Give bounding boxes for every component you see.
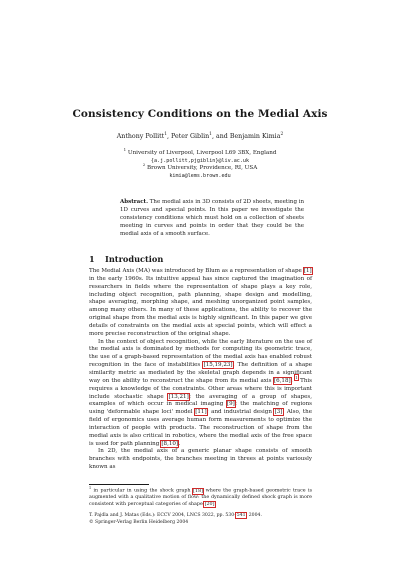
imprint-text: , 2004.: [245, 513, 262, 518]
author-affiliation-mark: 2: [280, 131, 284, 137]
abstract-text: The medial axis in 3D consists of 2D sheets, meeting in 1D curves and special points. In this paper we investigate the consistency conditions which must hold on a collection of sheets meeting in curves and points in order that they could be the medial axis of a smooth surface.: [120, 199, 305, 237]
imprint-text: T. Pajdla and J. Matas (Eds.): ECCV 2004, LNCS 3022, pp. 530–: [89, 513, 237, 518]
citation-link[interactable]: [13,21]: [168, 393, 189, 400]
affiliation-2: [0, 162, 400, 180]
text-run: The Medial Axis (MA) was introduced by Blum as a representation of shape: [89, 268, 304, 274]
footnote-number: 1: [89, 486, 92, 490]
author-list: Anthony Pollitt$^1$, Peter Giblin$^1$, and Benjamin Kimia$^2$: [116, 131, 284, 140]
section-number: 1: [89, 254, 95, 264]
author-name: Peter Giblin: [171, 133, 210, 140]
abstract-label: Abstract.: [120, 199, 149, 205]
copyright-text: © Springer-Verlag Berlin Heidelberg 2004: [89, 519, 189, 525]
text-run: . Also, the field of ergonomics uses average human form measurements to optimize the interaction of people with products. The reconstruction of shape from the medial axis is also critical in robotics, where the medial axis of the free space is used for path planning: [89, 409, 312, 447]
text-run: ; the matching of regions using 'deformable shape loci' model: [89, 401, 312, 416]
affiliation-email[interactable]: {a.j.pollitt,pjgiblin}@liv.ac.uk: [150, 157, 250, 164]
imprint: [89, 513, 312, 526]
citation-link[interactable]: [3]: [274, 409, 283, 416]
citation-link[interactable]: [20]: [204, 502, 215, 508]
text-run: where the graph-based geometric trace is augmented with a qualitative motion of flow: the dynamically defined shock graph is more consistent with perceptual categories of shape: [89, 488, 312, 508]
text-run: In 2D, the medial axis of a generic planar shape consists of smooth branches with endpoints, the branches meeting in threes at points variously known as: [89, 448, 312, 471]
footnote-link[interactable]: 1: [295, 374, 298, 380]
body-text: [89, 268, 312, 472]
page-range-link[interactable]: 541: [236, 513, 246, 518]
section-heading: [89, 254, 163, 264]
affiliation-email[interactable]: kimia@lems.brown.edu: [169, 172, 231, 179]
paragraph: [89, 339, 312, 449]
author-name: Benjamin Kimia: [229, 133, 281, 140]
citation-link[interactable]: [8,10]: [161, 440, 179, 447]
text-run: in particular in using the shock graph: [91, 488, 193, 494]
affiliation-text: University of Liverpool, Liverpool L69 3BX, England: [127, 150, 277, 156]
footnote-divider: [89, 484, 149, 485]
text-run: In the context of object recognition, while the early literature on the use of the medial axis is dominated by methods for computing its geometric trace, the use of a graph-based representation of the medial axis has enabled robust recognition in the face of instabilities: [89, 338, 312, 369]
text-run: ; the averaging of a group of shapes, examples of which occur in medical imaging: [89, 393, 313, 408]
text-run: .: [290, 377, 295, 384]
affiliation-text: Brown University, Providence, RI, USA: [147, 165, 258, 171]
text-run: . The definition of a shape similarity metric as mediated by the skeletal graph depends in a significant way on the ability to reconstruct the shape from its medial axis: [89, 362, 312, 384]
footnote: [89, 488, 312, 509]
affiliation-number: 2: [142, 162, 146, 168]
citation-link[interactable]: [9]: [226, 401, 235, 408]
section-title: Introduction: [105, 254, 164, 264]
citation-link[interactable]: [6,18]: [273, 377, 291, 384]
paper-title: Consistency Conditions on the Medial Axis: [72, 108, 328, 120]
author-name: Anthony Pollitt: [116, 133, 165, 140]
author-affiliation-mark: 1: [209, 131, 212, 137]
abstract: [120, 199, 304, 239]
text-run: in the early 1960s. Its intuitive appeal has since captured the imagination of researchers in fields where the representation of shape plays a key role, including object recognition, path planning, shape design and modelling, shape averaging, morphing shape, and meshing unorganized point samples, among many others. In many of these applications, the ability to recover the original shape from the medial axis is highly significant. In this paper we give details of constraints on the medial axis at special points, which will effect a more precise reconstruction of the original shape.: [89, 275, 312, 337]
affiliation-number: 1: [123, 147, 127, 153]
text-run: This requires a knowledge of the constraints. Other areas where this is important include stochastic shape: [89, 377, 313, 400]
paragraph: [89, 268, 312, 339]
author-affiliation-mark: 1: [164, 131, 168, 137]
citation-link[interactable]: [18]: [193, 488, 204, 494]
text-run: ; and industrial design: [206, 409, 275, 416]
text-run: .: [214, 502, 217, 508]
citation-link[interactable]: [15,19,23]: [203, 362, 233, 369]
paragraph: [89, 448, 312, 472]
citation-link[interactable]: [11]: [195, 409, 207, 416]
citation-link[interactable]: [1]: [303, 268, 312, 274]
text-run: .: [178, 440, 181, 447]
